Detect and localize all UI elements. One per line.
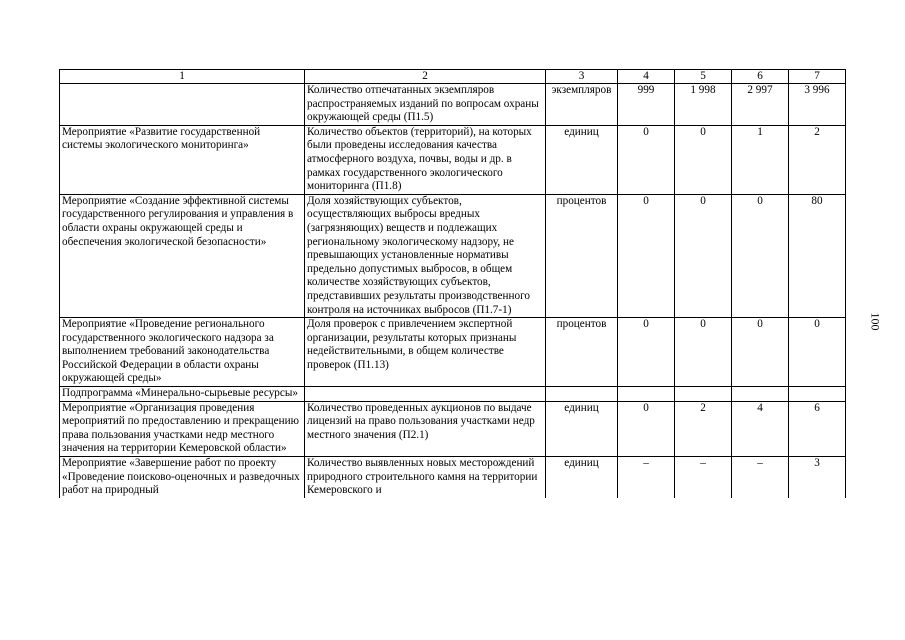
value-text: –: [757, 457, 763, 470]
value-cell-col4: [618, 387, 675, 402]
value-cell-col6: 1: [732, 125, 789, 194]
indicator-cell: Доля хозяйствующих субъектов, осуществляющих выбросы вредных (загрязняющих) веществ и подлежащих региональному экологическому надзору, не превышающих установленные нормативы предельно допустимых выбросов, в общем количестве хозяйствующих субъектов, представивших результаты производственного контроля на источниках выбросов (П1.7-1): [305, 194, 546, 317]
page-number-text: 100: [868, 312, 883, 330]
unit-cell: [546, 457, 618, 499]
table-row: [60, 194, 846, 317]
value-cell-col6: 0: [732, 318, 789, 387]
table-row: [60, 125, 846, 194]
value-cell-col5: [675, 457, 732, 499]
table-row: [60, 84, 846, 126]
subprogram-cell: Подпрограмма «Минерально-сырьевые ресурсы»: [60, 387, 305, 402]
indicator-text: Количество выявленных новых месторождений природного строительного камня на территории Кемеровского и: [307, 457, 538, 497]
column-header: 5: [675, 70, 732, 84]
table-row: [60, 457, 846, 499]
value-cell-col5: 0: [675, 194, 732, 317]
unit-cell: процентов: [546, 318, 618, 387]
column-header: 1: [60, 70, 305, 84]
indicator-cell: Количество проведенных аукционов по выдаче лицензий на право пользования участками недр местного значения (П2.1): [305, 401, 546, 456]
value-cell-col4: 0: [618, 401, 675, 456]
column-header: 3: [546, 70, 618, 84]
measure-cell: Мероприятие «Проведение регионального государственного экологического надзора за выполнением требований законодательства Российской Федерации в области охраны окружающей среды»: [60, 318, 305, 387]
measure-cell: [60, 457, 305, 499]
value-cell-col6: [732, 387, 789, 402]
value-cell-col7: 0: [789, 318, 846, 387]
value-cell-col6: 0: [732, 194, 789, 317]
value-cell-col6: 2 997: [732, 84, 789, 126]
indicator-cell: [305, 387, 546, 402]
unit-cell: единиц: [546, 125, 618, 194]
column-header: 7: [789, 70, 846, 84]
value-cell-col7: [789, 387, 846, 402]
value-cell-col4: 999: [618, 84, 675, 126]
value-cell-col6: 4: [732, 401, 789, 456]
value-cell-col5: 2: [675, 401, 732, 456]
value-cell-col5: 1 998: [675, 84, 732, 126]
table-row: [60, 401, 846, 456]
value-cell-col5: 0: [675, 125, 732, 194]
unit-cell: единиц: [546, 401, 618, 456]
page-number: [860, 303, 890, 339]
value-cell-col5: 0: [675, 318, 732, 387]
value-cell-col4: 0: [618, 125, 675, 194]
table-row: [60, 387, 846, 402]
indicators-table: [59, 69, 846, 498]
measure-text: Мероприятие «Завершение работ по проекту «Проведение поисково-оценочных и разведочных работ на природный: [62, 457, 300, 497]
indicator-cell: [305, 457, 546, 499]
value-cell-col5: [675, 387, 732, 402]
value-cell-col7: 80: [789, 194, 846, 317]
value-cell-col7: 6: [789, 401, 846, 456]
unit-cell: [546, 387, 618, 402]
indicator-cell: Количество отпечатанных экземпляров распространяемых изданий по вопросам охраны окружающей среды (П1.5): [305, 84, 546, 126]
value-text: 3: [814, 457, 820, 470]
value-cell-col7: 3 996: [789, 84, 846, 126]
value-cell-col4: 0: [618, 194, 675, 317]
column-header: 4: [618, 70, 675, 84]
indicator-cell: Количество объектов (территорий), на которых были проведены исследования качества атмосферного воздуха, почвы, воды и др. в рамках государственного экологического мониторинга (П1.8): [305, 125, 546, 194]
value-text: –: [700, 457, 706, 470]
measure-cell: Мероприятие «Развитие государственной системы экологического мониторинга»: [60, 125, 305, 194]
table-header-row: [60, 70, 846, 84]
column-header: 6: [732, 70, 789, 84]
unit-cell: процентов: [546, 194, 618, 317]
value-text: –: [643, 457, 649, 470]
table-row: [60, 318, 846, 387]
unit-cell: экземпляров: [546, 84, 618, 126]
value-cell-col4: [618, 457, 675, 499]
value-cell-col7: [789, 457, 846, 499]
measure-cell: Мероприятие «Организация проведения мероприятий по предоставлению и прекращению права пользования участками недр местного значения на территории Кемеровской области»: [60, 401, 305, 456]
value-cell-col6: [732, 457, 789, 499]
measure-cell: [60, 84, 305, 126]
indicator-cell: Доля проверок с привлечением экспертной организации, результаты которых признаны недействительными, в общем количестве проверок (П1.13): [305, 318, 546, 387]
measure-cell: Мероприятие «Создание эффективной системы государственного регулирования и управления в области охраны окружающей среды и обеспечения экологической безопасности»: [60, 194, 305, 317]
unit-text: единиц: [564, 457, 599, 470]
value-cell-col7: 2: [789, 125, 846, 194]
column-header: 2: [305, 70, 546, 84]
value-cell-col4: 0: [618, 318, 675, 387]
